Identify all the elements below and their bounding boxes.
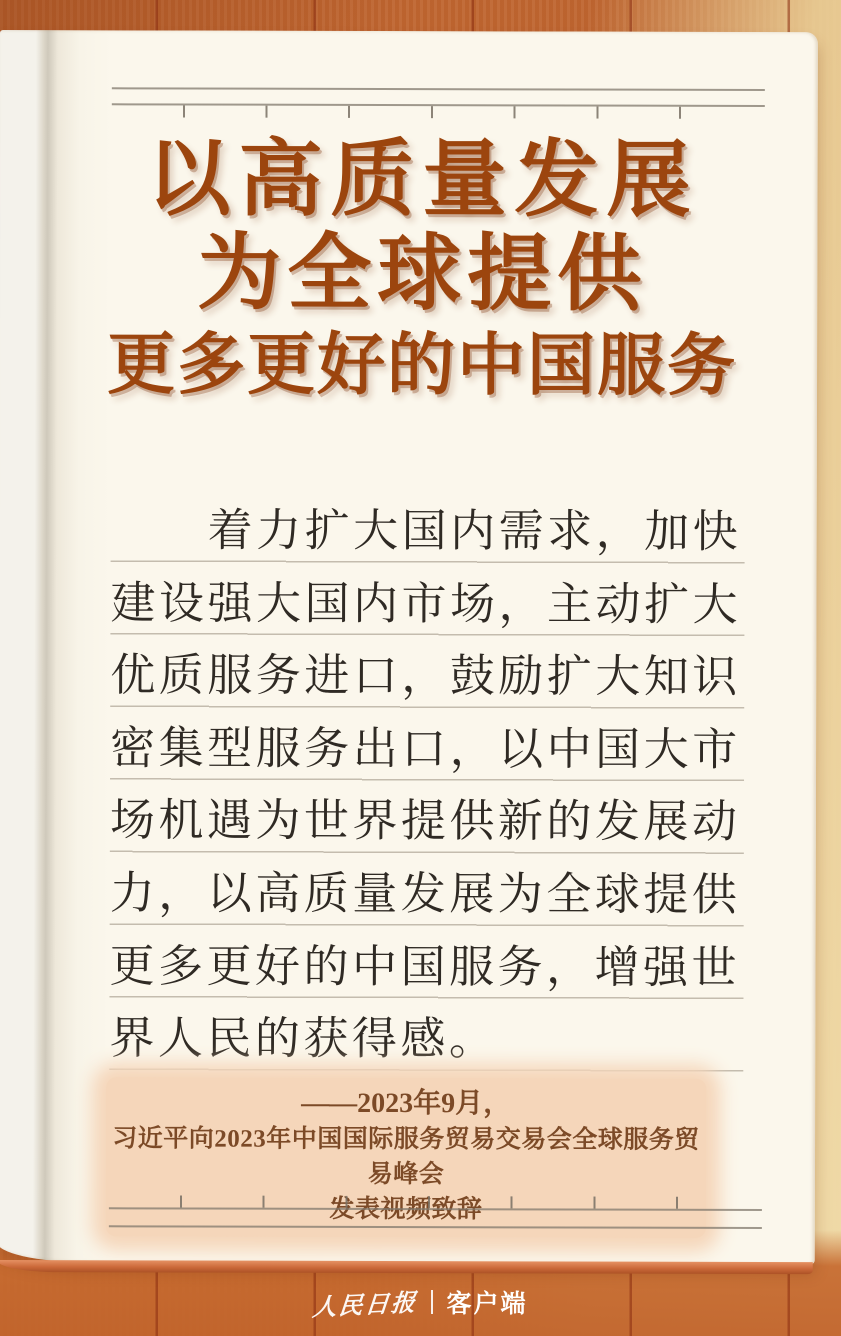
logo-divider <box>431 1290 433 1314</box>
body-line: 界人民的获得感。 <box>109 1013 498 1065</box>
peoples-daily-script-logo: 人民日报 <box>311 1286 419 1322</box>
footer-logo <box>0 1284 841 1320</box>
body-line: 力，以高质量发展为全球提供 <box>109 868 741 920</box>
body-line: 着力扩大国内需求，加快 <box>207 505 742 557</box>
body-line: 密集型服务出口，以中国大市 <box>110 723 741 775</box>
quote-title <box>55 132 790 410</box>
body-line: 场机遇为世界提供新的发展动 <box>109 795 741 848</box>
client-app-label: 客户端 <box>446 1290 528 1318</box>
attribution-band <box>106 1077 706 1238</box>
top-ruler-ticks <box>183 105 683 118</box>
body-line: 优质服务进口，鼓励扩大知识 <box>110 650 741 703</box>
top-ruler-line <box>112 87 765 91</box>
title-line: 更多更好的中国服务 <box>107 326 738 404</box>
body-line: 建设强大国内市场，主动扩大 <box>110 577 742 630</box>
title-line: 为全球提供 <box>197 227 648 322</box>
paper-page-card <box>0 30 818 1264</box>
title-line: 以高质量发展 <box>146 133 699 228</box>
attribution-source: 习近平向2023年中国国际服务贸易交易会全球服务贸易峰会 <box>112 1125 700 1189</box>
attribution-date: ——2023年9月， <box>301 1087 512 1120</box>
body-line: 更多更好的中国服务，增强世 <box>109 940 741 993</box>
quote-body <box>109 494 745 1078</box>
